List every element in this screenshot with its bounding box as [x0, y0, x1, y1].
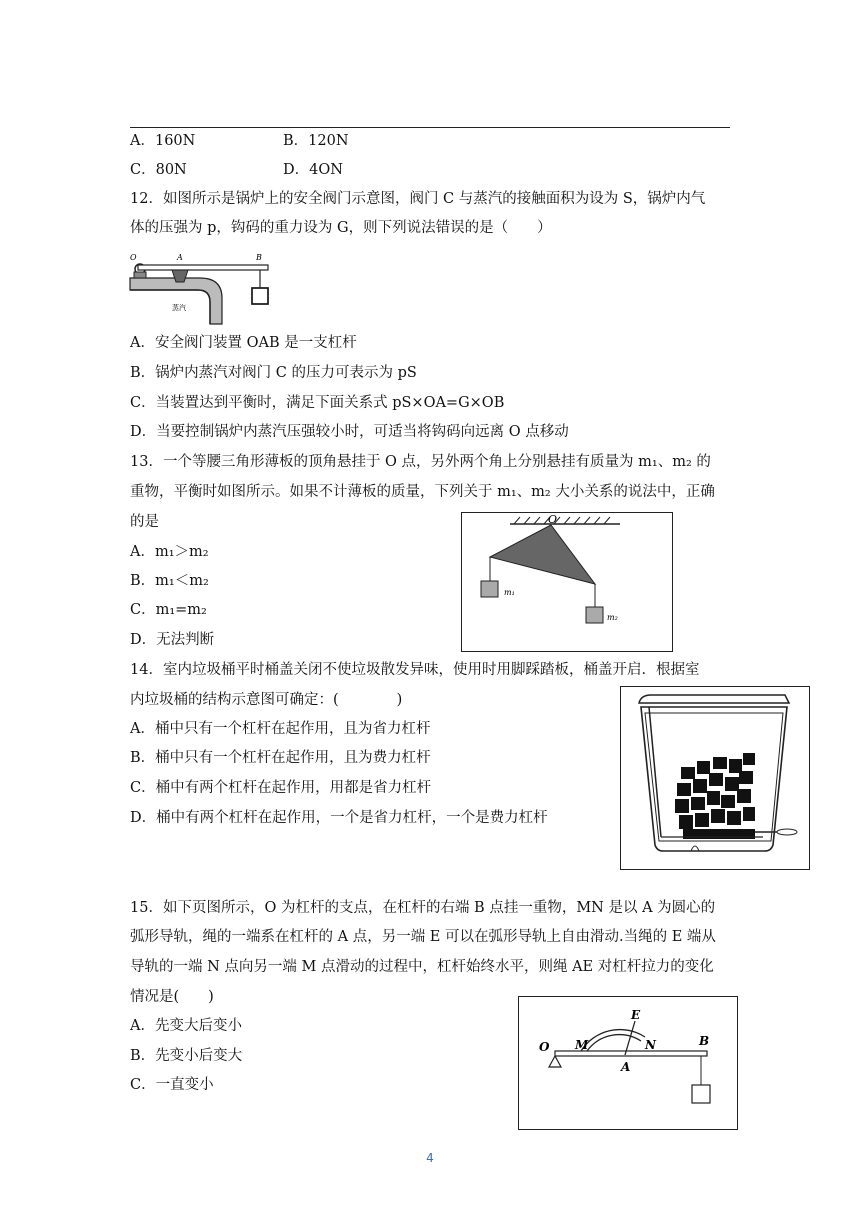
q15-lever-arc-figure	[518, 996, 738, 1130]
q12-option-d: D．当要控制锅炉内蒸汽压强较小时，可适当将钩码向远离 O 点移动	[130, 424, 569, 440]
q12-label-b: B	[256, 253, 262, 262]
q15-label-e: E	[631, 1008, 641, 1022]
q12-label-steam: 蒸汽	[172, 304, 186, 312]
q13-triangle-plate-figure	[461, 512, 673, 652]
q12-option-a: A．安全阀门装置 OAB 是一支杠杆	[130, 335, 357, 351]
q13-option-c: C．m₁=m₂	[130, 602, 207, 618]
q15-stem-line3: 导轨的一端 N 点向另一端 M 点滑动的过程中，杠杆始终水平，则绳 AE 对杠杆拉力的变化	[130, 959, 714, 975]
q15-option-a: A．先变大后变小	[130, 1018, 242, 1034]
q11-option-b: B．120N	[283, 133, 349, 149]
q15-label-m: M	[575, 1038, 589, 1052]
q13-option-d: D．无法判断	[130, 632, 215, 648]
q14-option-b: B．桶中只有一个杠杆在起作用，且为费力杠杆	[130, 750, 431, 766]
q13-stem-line2: 重物，平衡时如图所示。如果不计薄板的质量，下列关于 m₁、m₂ 大小关系的说法中，正确	[130, 484, 715, 500]
q11-option-c: C．80N	[130, 162, 187, 178]
q15-option-c: C．一直变小	[130, 1077, 214, 1093]
q15-stem-line2: 弧形导轨，绳的一端系在杠杆的 A 点，另一端 E 可以在弧形导轨上自由滑动.当绳的 E 端从	[130, 929, 716, 945]
header-rule	[130, 127, 730, 128]
page-number: 4	[426, 1151, 434, 1165]
q14-stem-line1: 14．室内垃圾桶平时桶盖关闭不使垃圾散发异味，使用时用脚踩踏板，桶盖开启．根据室	[130, 662, 700, 678]
q13-label-m1: m₁	[504, 588, 515, 597]
q15-stem-line4: 情况是( )	[130, 989, 214, 1005]
q13-option-a: A．m₁＞m₂	[130, 544, 209, 560]
q13-label-o: O	[548, 513, 558, 526]
q14-option-a: A．桶中只有一个杠杆在起作用，且为省力杠杆	[130, 721, 431, 737]
q12-option-b: B．锅炉内蒸汽对阀门 C 的压力可表示为 pS	[130, 365, 417, 381]
q13-option-b: B．m₁＜m₂	[130, 573, 209, 589]
q12-option-c: C．当装置达到平衡时，满足下面关系式 pS×OA=G×OB	[130, 395, 505, 411]
q12-stem-line2: 体的压强为 p，钩码的重力设为 G，则下列说法错误的是（ ）	[130, 220, 552, 236]
q13-stem-line3: 的是	[130, 514, 159, 530]
q15-label-o: O	[539, 1040, 550, 1054]
q11-option-d: D．4ON	[283, 162, 343, 178]
q12-label-o: O	[130, 253, 137, 262]
q14-option-c: C．桶中有两个杠杆在起作用，用都是省力杠杆	[130, 780, 432, 796]
q13-label-m2: m₂	[607, 613, 618, 622]
q15-label-n: N	[645, 1038, 656, 1052]
q15-option-b: B．先变小后变大	[130, 1048, 243, 1064]
q15-label-a: A	[621, 1060, 631, 1074]
q12-label-a: A	[177, 253, 183, 262]
q15-stem-line1: 15．如下页图所示，O 为杠杆的支点，在杠杆的右端 B 点挂一重物，MN 是以 A 为圆心的	[130, 900, 716, 916]
q14-option-d: D．桶中有两个杠杆在起作用，一个是省力杠杆，一个是费力杠杆	[130, 810, 548, 826]
q15-label-b: B	[699, 1034, 710, 1048]
q12-safety-valve-figure	[128, 248, 278, 326]
q13-stem-line1: 13．一个等腰三角形薄板的顶角悬挂于 O 点，另外两个角上分别悬挂有质量为 m₁、m₂ 的	[130, 454, 711, 470]
q12-stem-line1: 12．如图所示是锅炉上的安全阀门示意图，阀门 C 与蒸汽的接触面积为设为 S，锅炉内气	[130, 191, 706, 207]
q11-option-a: A．160N	[130, 133, 196, 149]
q14-stem-line2: 内垃圾桶的结构示意图可确定：( )	[130, 692, 403, 708]
q14-trash-bin-figure	[620, 686, 810, 870]
